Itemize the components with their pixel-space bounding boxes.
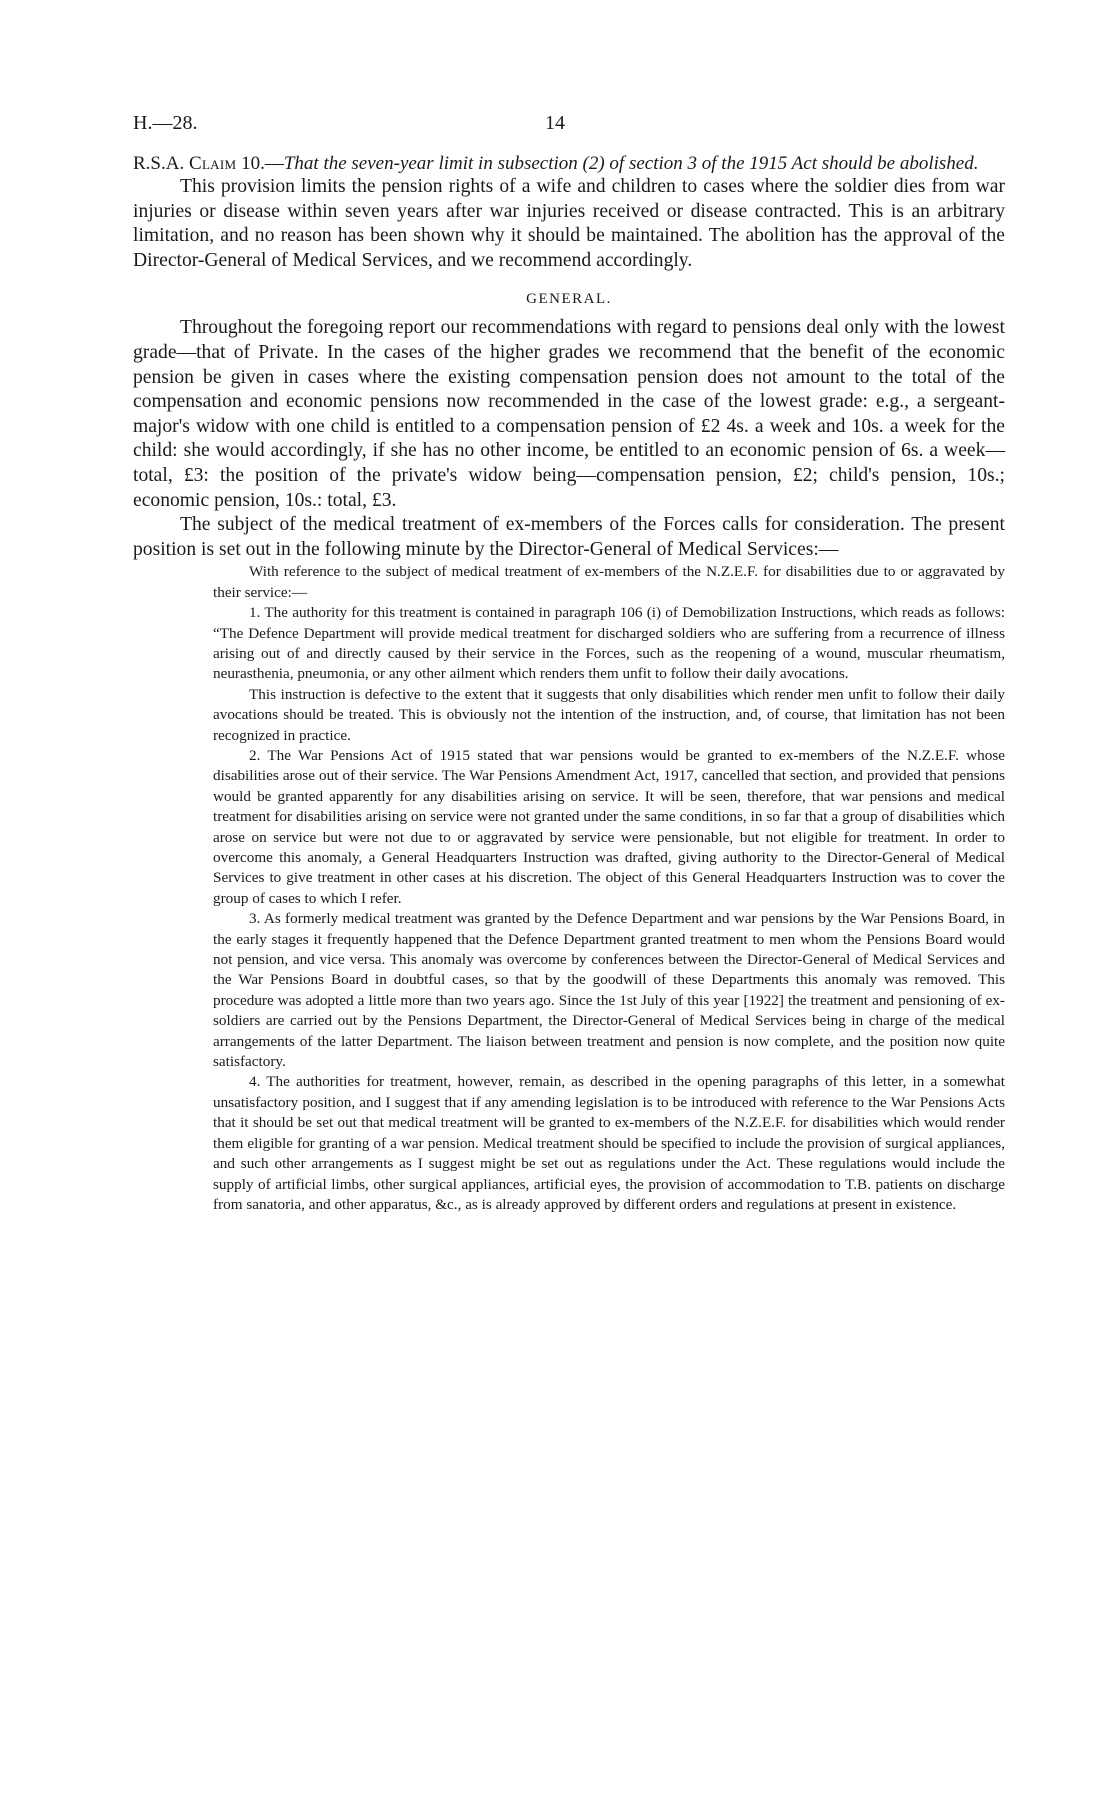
page-header (133, 112, 1005, 152)
document-page (133, 112, 1005, 1215)
general-paragraph: The subject of the medical treatment of ex-members of the Forces calls for consideration. The present position is set out in the following minute by the Director-General of Medical Services:— (133, 514, 1005, 560)
claim-prefix: R.S.A. (133, 153, 189, 174)
minute-paragraph: 4. The authorities for treatment, however, remain, as described in the opening paragraphs of this letter, in a somewhat unsatisfactory position, and I suggest that if any amending legislation is to be introduced with reference to the War Pensions Acts that it should be set out that medical treatment will be granted to ex-members of the N.Z.E.F. for disabilities which would render them eligible for granting of a war pension. Medical treatment should be specified to include the provision of surgical appliances, and such other arrangements as I suggest might be set out as regulations under the Act. These regulations would include the supply of artificial limbs, other surgical appliances, artificial eyes, the provision of accommodation to T.B. patients on discharge from sanatoria, and other apparatus, &c., as is already approved by different orders and regulations at present in existence. (213, 1073, 1005, 1213)
minute-intro: With reference to the subject of medical treatment of ex-members of the N.Z.E.F. for disabilities due to or aggravated by their service:— (213, 563, 1005, 601)
claim-title: That the seven-year limit in subsection (2) of section 3 of the 1915 Act should be abolished. (283, 153, 979, 174)
section-heading-general: GENERAL. (526, 291, 612, 308)
minute-paragraph: 2. The War Pensions Act of 1915 stated that war pensions would be granted to ex-members of the N.Z.E.F. whose disabilities arose out of their service. The War Pensions Amendment Act, 1917, cancelled that section, and provided that pensions would be granted apparently for any disabilities arising on service. It will be seen, therefore, that war pensions and medical treatment for disabilities arising on service were not granted under the same conditions, in so far that a group of disabilities which arose on service but were not due to or aggravated by service were pensionable, but not eligible for treatment. In order to overcome this anomaly, a General Headquarters Instruction was drafted, giving authority to the Director-General of Medical Services to give treatment in other cases at his discretion. The object of this General Headquarters Instruction was to cover the group of cases to which I refer. (213, 746, 1005, 907)
document-reference: H.—28. (133, 112, 198, 134)
claim-paragraph: This provision limits the pension rights of a wife and children to cases where the soldier dies from war injuries or disease within seven years after war injuries received or disease contracted. This is an arbitrary limitation, and no reason has been shown why it should be maintained. The abolition has the approval of the Director-General of Medical Services, and we recommend accordingly. (133, 176, 1005, 271)
claim-label: Claim (188, 153, 237, 174)
general-paragraph: Throughout the foregoing report our recommendations with regard to pensions deal only with the lowest grade—that of Private. In the cases of the higher grades we recommend that the benefit of the economic pension be given in cases where the existing compensation pension does not amount to the total of the compensation and economic pensions now recommended in the case of the lowest grade: e.g., a sergeant-major's widow with one child is entitled to a compensation pension of £2 4s. a week and 10s. a week for the child: she would accordingly, if she has no other income, be entitled to an economic pension of 6s. a week—total, £3: the position of the private's widow being—compensation pension, £2; child's pension, 10s.; economic pension, 10s.: total, £3. (133, 317, 1005, 511)
minute-paragraph: This instruction is defective to the extent that it suggests that only disabilities which render men unfit to follow their daily avocations should be treated. This is obviously not the intention of the instruction, and, of course, that limitation has not been recognized in practice. (213, 685, 1005, 744)
claim-number: 10.— (236, 153, 284, 174)
quoted-minute (213, 562, 1005, 1215)
page-number: 14 (545, 112, 565, 134)
minute-paragraph: 3. As formerly medical treatment was granted by the Defence Department and war pensions by the War Pensions Board, in the early stages it frequently happened that the Defence Department granted treatment to men whom the Pensions Board would not pension, and vice versa. This anomaly was overcome by conferences between the Director-General of Medical Services and the War Pensions Board in doubtful cases, so that by the goodwill of these Departments this anomaly was removed. This procedure was adopted a little more than two years ago. Since the 1st July of this year [1922] the treatment and pensioning of ex-soldiers are carried out by the Pensions Department, the Director-General of Medical Services being in charge of the medical arrangements of the latter Department. The liaison between treatment and pension is now complete, and the position now quite satisfactory. (213, 910, 1005, 1071)
claim-heading (133, 152, 1005, 175)
minute-paragraph: 1. The authority for this treatment is contained in paragraph 106 (i) of Demobilization Instructions, which reads as follows: “The Defence Department will provide medical treatment for discharged soldiers who are suffering from a recurrence of illness arising out of and directly caused by their service in the Forces, such as the reopening of a wound, muscular rheumatism, neurasthenia, pneumonia, or any other ailment which renders them unfit to follow their daily avocations. (213, 604, 1005, 683)
